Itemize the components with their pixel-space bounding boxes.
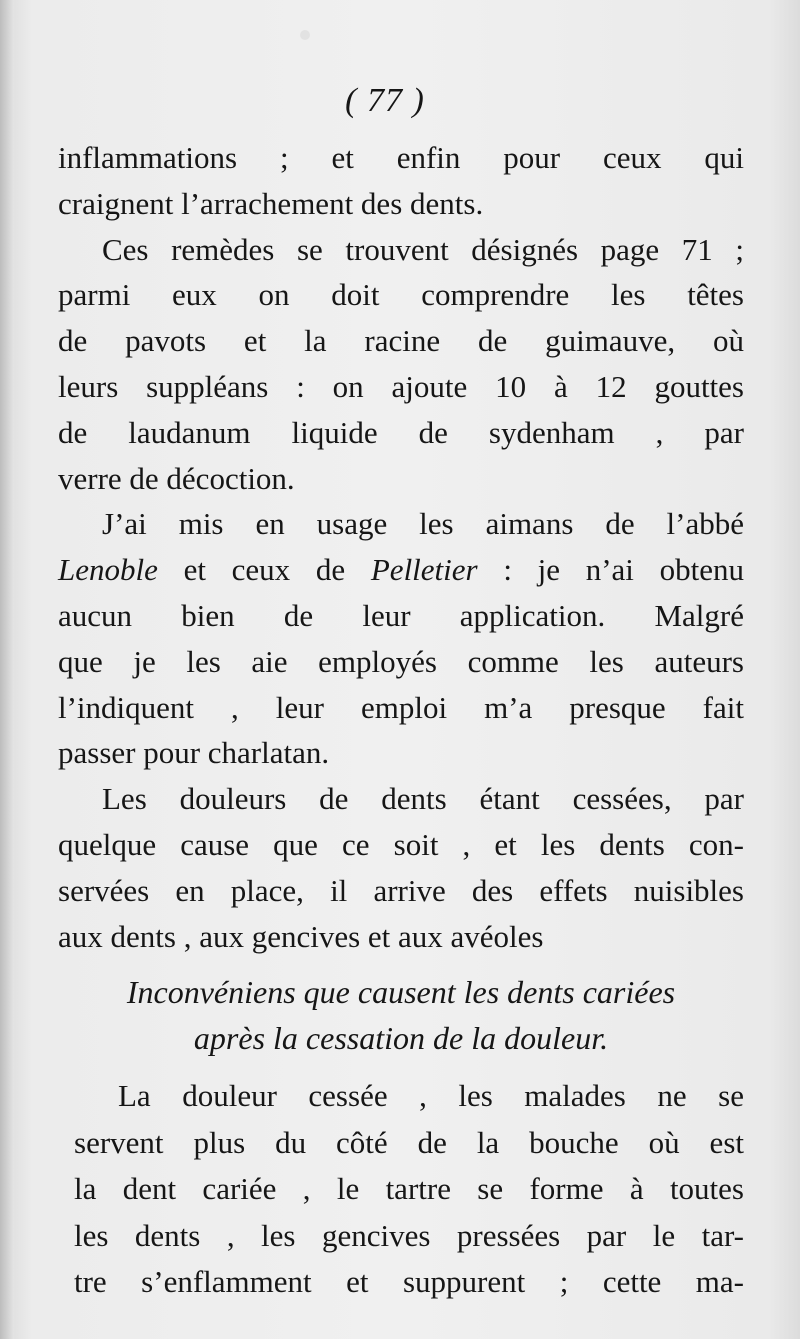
text-line: quelque cause que ce soit , et les dents con-: [58, 826, 744, 862]
text-line: les dents , les gencives pressées par le tar-: [74, 1217, 744, 1253]
paragraph-1: [58, 135, 744, 227]
text-line: leurs suppléans : on ajoute 10 à 12 gouttes: [58, 368, 744, 404]
text-line: aux dents , aux gencives et aux avéoles: [58, 918, 544, 954]
page-spine-shadow: [0, 0, 14, 1339]
text-line: de pavots et la racine de guimauve, où: [58, 323, 744, 359]
text-fragment: : je n’ai obtenu: [477, 552, 744, 588]
ink-speck: [300, 30, 310, 40]
text-line: J’ai mis en usage les aimans de l’abbé: [102, 506, 744, 542]
text-line: tre s’enflamment et suppurent ; cette ma-: [74, 1264, 744, 1300]
text-line: Les douleurs de dents étant cessées, par: [102, 781, 744, 817]
paragraph-5: [58, 1073, 744, 1306]
text-line: parmi eux on doit comprendre les têtes: [58, 277, 744, 313]
text-line: aucun bien de leur application. Malgré: [58, 597, 744, 633]
paragraph-3: [58, 501, 744, 776]
paragraph-4: [58, 776, 744, 959]
text-line: la dent cariée , le tartre se forme à toutes: [74, 1171, 744, 1207]
heading-line: après la cessation de la douleur.: [193, 1020, 609, 1057]
paragraph-2: [58, 227, 744, 502]
text-line: l’indiquent , leur emploi m’a presque fait: [58, 689, 744, 725]
text-line: de laudanum liquide de sydenham , par: [58, 414, 744, 450]
section-heading: [58, 969, 744, 1061]
text-fragment: et ceux de: [157, 552, 371, 588]
text-line: servées en place, il arrive des effets nuisibles: [58, 872, 744, 908]
text-line: verre de décoction.: [58, 460, 295, 496]
text-line: Ces remèdes se trouvent désignés page 71 ;: [102, 231, 744, 267]
text-line: craignent l’arrachement des dents.: [58, 185, 484, 221]
text-line: La douleur cessée , les malades ne se: [118, 1078, 744, 1114]
heading-line: Inconvéniens que causent les dents cariées: [126, 974, 676, 1011]
name-pelletier: Pelletier: [370, 552, 478, 588]
text-line: passer pour charlatan.: [58, 735, 330, 771]
text-line: servent plus du côté de la bouche où est: [74, 1124, 744, 1160]
body-text: [58, 135, 744, 1306]
text-line: inflammations ; et enfin pour ceux qui: [58, 140, 744, 175]
text-line: que je les aie employés comme les auteurs: [58, 643, 744, 679]
page-number: ( 77 ): [345, 82, 425, 119]
name-lenoble: Lenoble: [58, 552, 158, 588]
text-line-with-names: [58, 547, 744, 593]
